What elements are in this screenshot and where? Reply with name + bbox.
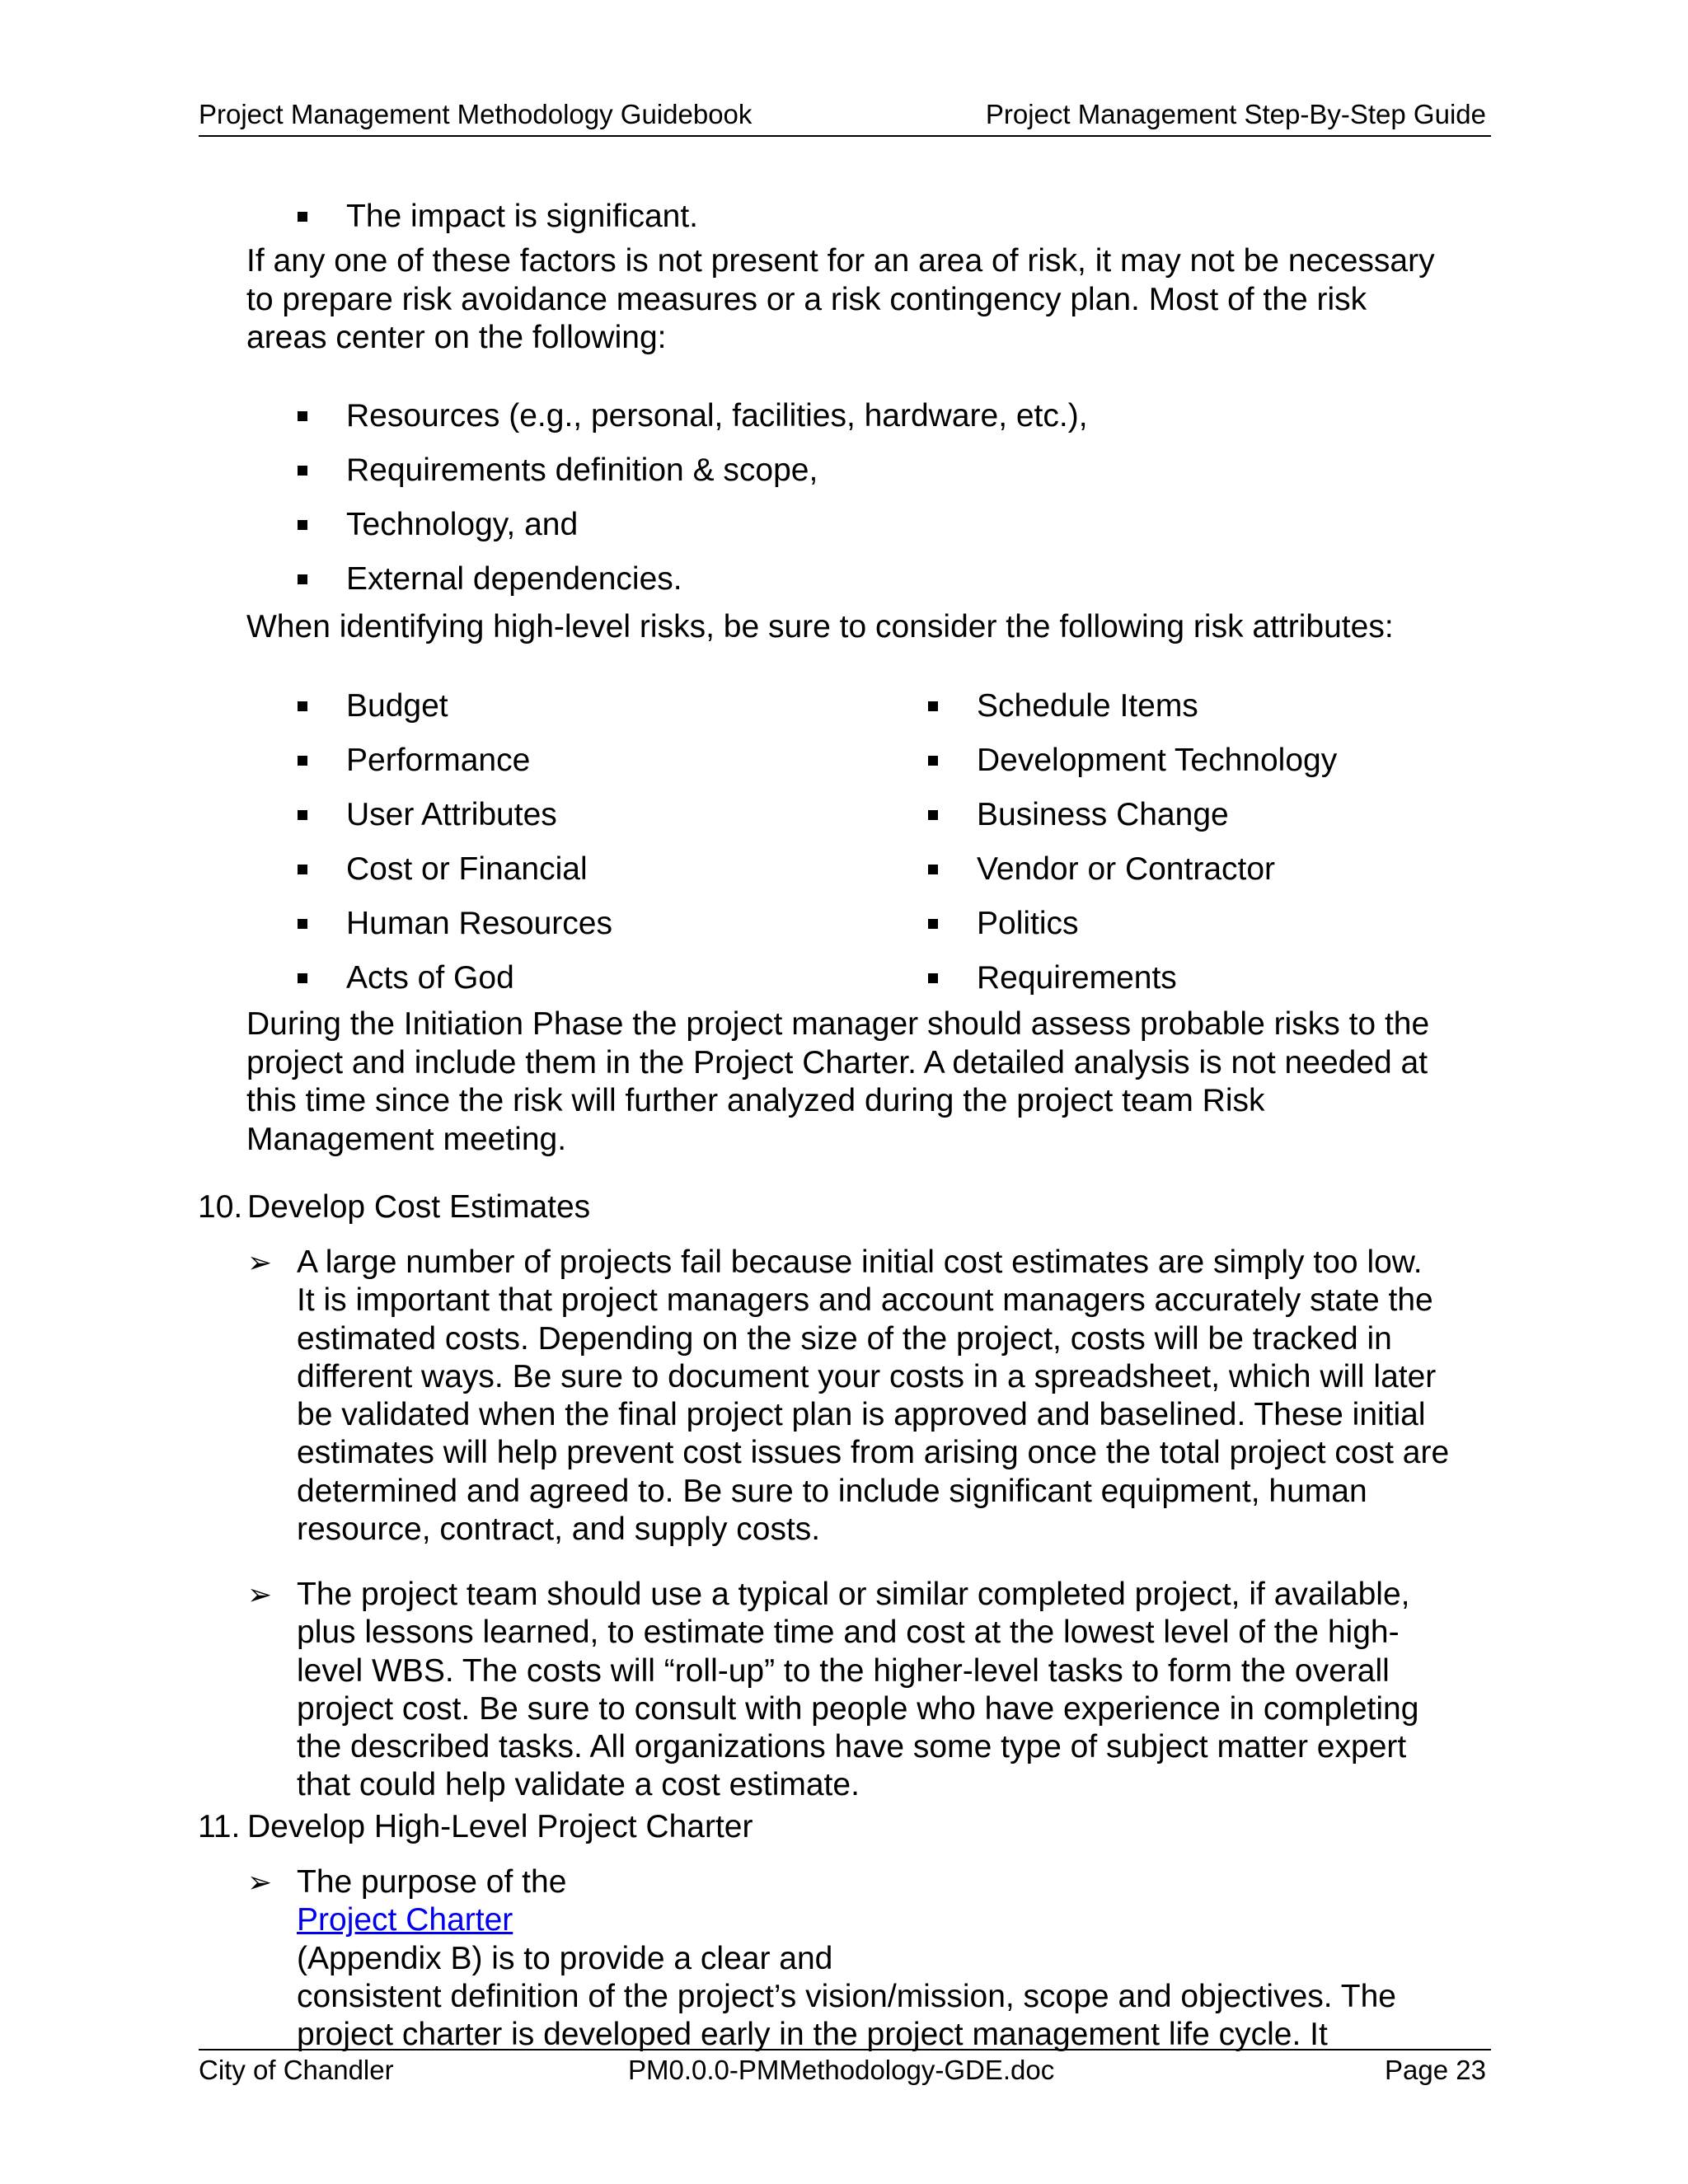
bullet-square-icon [298, 212, 307, 222]
bullet-square-icon [928, 756, 938, 766]
footer-filename: PM0.0.0-PMMethodology-GDE.doc [628, 2055, 1055, 2085]
page-footer [199, 2049, 1491, 2087]
bullet-square-icon [298, 701, 307, 711]
document-page: Project Management Methodology Guidebook Project Management Step-By-Step Guide The impact is significant. If any one of these factors is not present for an area of risk, it may not be necessary to prepare risk avoidance measures or a risk contingency plan. Most of the risk areas center on the following: Resources (e.g., personal, facilities, hardware, etc.), Requirements definition & scope, Technology, and External dependencies. When identifying high-level risks, be sure to consider the following risk attributes: Budget Performance User Attributes Cost or Financial Human Resources Acts of God Schedule Items Development Technology Business Change Vendor or Contractor Politics Requirements During the Initiation Phase the project manager should assess probable risks to the project and include them in the Project Charter. A detailed analysis is not needed at this time since the risk will further analyzed during the project team Risk Management meeting. 10. Develop Cost Estimates ➢ A large number of projects fail because initial cost estimates are simply too low. It is important that project managers and account managers accurately state the estimated costs. Depending on the size of the project, costs will be tracked in different ways. Be sure to document your costs in a spreadsheet, which will later be validated when the final project plan is approved and baselined. These initial estimates will help prevent cost issues from arising once the total project cost are determined and agreed to. Be sure to include significant equipment, human resource, contract, and supply costs. ➢ The project team should use a typical or similar completed project, if available, plus lessons learned, to estimate time and cost at the lowest level of the high- level WBS. The costs will “roll-up” to the higher-level tasks to form the overall project cost. Be sure to consult with people who have experience in completing the described tasks. All organizations have some type of subject matter expert that could help validate a cost estimate. 11. Develop High-Level Project Charter ➢ The purpose of the Project Charter (Appendix B) is to provide a clear and consistent definition of the project’s vision/mission, scope and objectives. The project charter is developed early in the project management life cycle. It City of Chandler PM0.0.0-PMMethodology-GDE.doc Page 23 [0, 0, 1688, 2184]
arrow-bullet-icon: ➢ [247, 1245, 273, 1279]
bullet-square-icon [928, 865, 938, 874]
paragraph-initiation: During the Initiation Phase the project manager should assess probable risks to the project and include them in the Project Charter. A detailed analysis is not needed at this time since the risk will further analyzed during the project team Risk Management meeting. [246, 1006, 1430, 1157]
bullet-square-icon [928, 701, 938, 711]
bullet-square-icon [298, 466, 307, 476]
bullet-square-icon [298, 810, 307, 820]
header-title-right: Project Management Step-By-Step Guide [985, 99, 1486, 129]
bullet-square-icon [928, 973, 938, 983]
project-charter-link[interactable]: Project Charter [297, 1902, 513, 1938]
bullet-square-icon [298, 973, 307, 983]
paragraph-factors: If any one of these factors is not present for an area of risk, it may not be necessary to prepare risk avoidance measures or a risk contingency plan. Most of the risk areas center on the following: [246, 243, 1435, 355]
paragraph-attributes: When identifying high-level risks, be sure to consider the following risk attributes: [246, 609, 1394, 644]
bullet-square-icon [298, 919, 307, 929]
bullet-square-icon [298, 756, 307, 766]
arrow-bullet-icon: ➢ [247, 1865, 273, 1899]
bullet-square-icon [928, 810, 938, 820]
bullet-square-icon [928, 919, 938, 929]
bullet-square-icon [298, 865, 307, 874]
bullet-square-icon [298, 411, 307, 421]
bullet-square-icon [298, 520, 307, 530]
footer-page-number: Page 23 [1385, 2055, 1486, 2085]
page-header [199, 97, 1491, 137]
header-title-left: Project Management Methodology Guidebook [199, 99, 753, 129]
arrow-bullet-icon: ➢ [247, 1577, 273, 1611]
bullet-square-icon [298, 574, 307, 584]
footer-organization: City of Chandler [199, 2055, 394, 2085]
